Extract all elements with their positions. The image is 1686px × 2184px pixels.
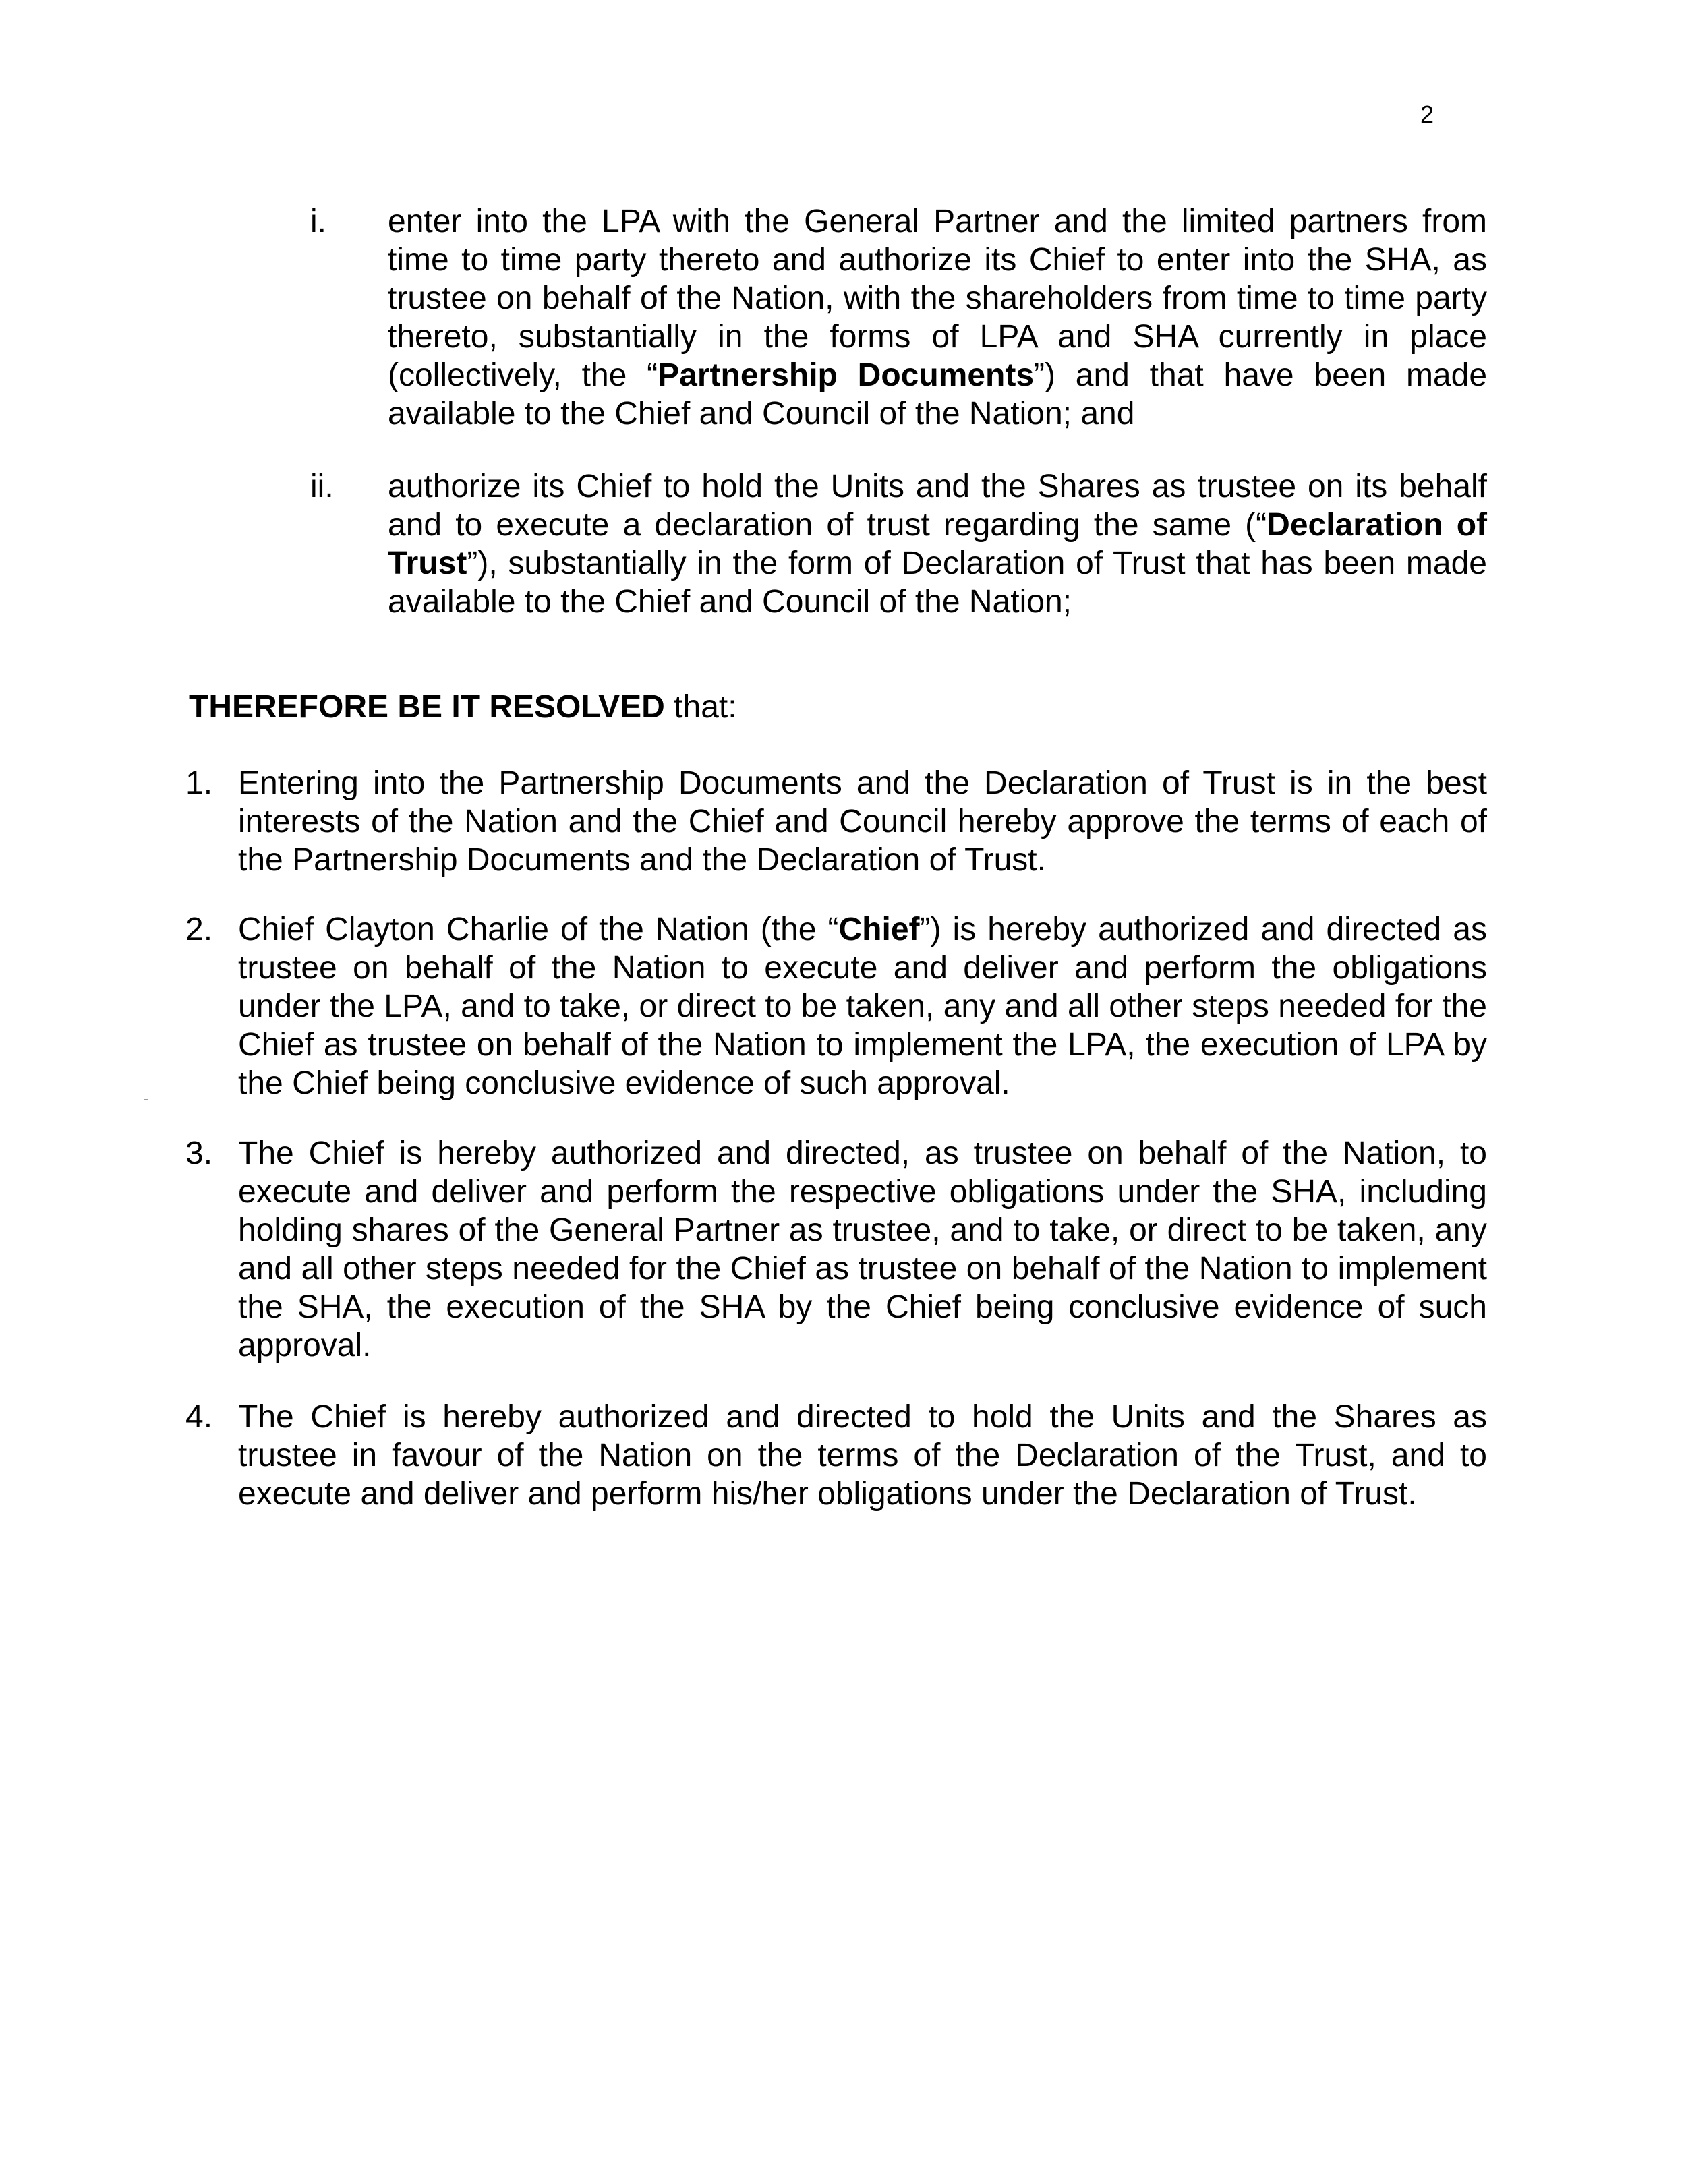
recital-text bbox=[388, 467, 1487, 621]
recital-text bbox=[388, 202, 1487, 433]
list-marker: 2. bbox=[185, 912, 213, 947]
resolution-text: The Chief is hereby authorized and directed, as trustee on behalf of the Nation, to execute and deliver and perform the respective obligations under the SHA, including holding shares of the General Partner as trustee, and to take, or direct to be taken, any and all other steps needed for the Chief as trustee on behalf of the Nation to implement the SHA, the execution of the SHA by the Chief being conclusive evidence of such approval. bbox=[238, 1135, 1487, 1363]
defined-term: Chief bbox=[838, 912, 920, 947]
text-segment: ”) is hereby authorized and directed as trustee on behalf of the Nation to execute and deliver and perform the obligations under the LPA, and to take, or direct to be taken, any and all other steps needed for the Chief as trustee on behalf of the Nation to implement the LPA, the execution of LPA by the Chief being conclusive evidence of such approval. bbox=[238, 912, 1487, 1101]
resolution-text bbox=[238, 910, 1487, 1102]
resolution-heading bbox=[189, 688, 737, 726]
resolution-text: Entering into the Partnership Documents and the Declaration of Trust is in the best interests of the Nation and the Chief and Council hereby approve the terms of each of the Partnership Documents and the Declaration of Trust. bbox=[238, 765, 1487, 878]
resolution-text: The Chief is hereby authorized and directed to hold the Units and the Shares as trustee in favour of the Nation on the terms of the Declaration of the Trust, and to execute and deliver and perform his/her obligations under the Declaration of Trust. bbox=[238, 1399, 1487, 1512]
resolution-item bbox=[185, 1134, 1487, 1365]
text-segment: authorize its Chief to hold the Units and the Shares as trustee on its behalf and to execute a declaration of trust regarding the same (“ bbox=[388, 469, 1487, 543]
defined-term: Partnership Documents bbox=[658, 357, 1035, 393]
recital-sub-item bbox=[310, 202, 1487, 433]
list-marker: 3. bbox=[185, 1135, 213, 1171]
text-segment: ”), substantially in the form of Declaration of Trust that has been made available to the Chief and Council of the Nation; bbox=[388, 545, 1487, 620]
resolution-item bbox=[185, 910, 1487, 1102]
resolution-item bbox=[185, 1398, 1487, 1513]
recital-sub-item bbox=[310, 467, 1487, 621]
defined-term: Declaration of Trust bbox=[388, 507, 1487, 581]
text-segment: ”) and that have been made available to the Chief and Council of the Nation; and bbox=[388, 357, 1488, 432]
list-marker: ii. bbox=[310, 469, 334, 504]
list-marker: 1. bbox=[185, 765, 213, 801]
heading-bold: THEREFORE BE IT RESOLVED bbox=[189, 689, 665, 725]
scan-artifact bbox=[144, 1099, 148, 1100]
text-segment: enter into the LPA with the General Partner and the limited partners from time to time party thereto and authorize its Chief to enter into the SHA, as trustee on behalf of the Nation, with the shareholders from time to time party thereto, substantially in the forms of LPA and SHA currently in place (collectively, the “ bbox=[388, 204, 1487, 393]
resolution-item bbox=[185, 764, 1487, 879]
list-marker: 4. bbox=[185, 1399, 213, 1435]
page-number: 2 bbox=[1420, 100, 1434, 128]
heading-rest: that: bbox=[664, 689, 737, 725]
text-segment: Chief Clayton Charlie of the Nation (the “ bbox=[238, 912, 839, 947]
list-marker: i. bbox=[310, 204, 326, 239]
